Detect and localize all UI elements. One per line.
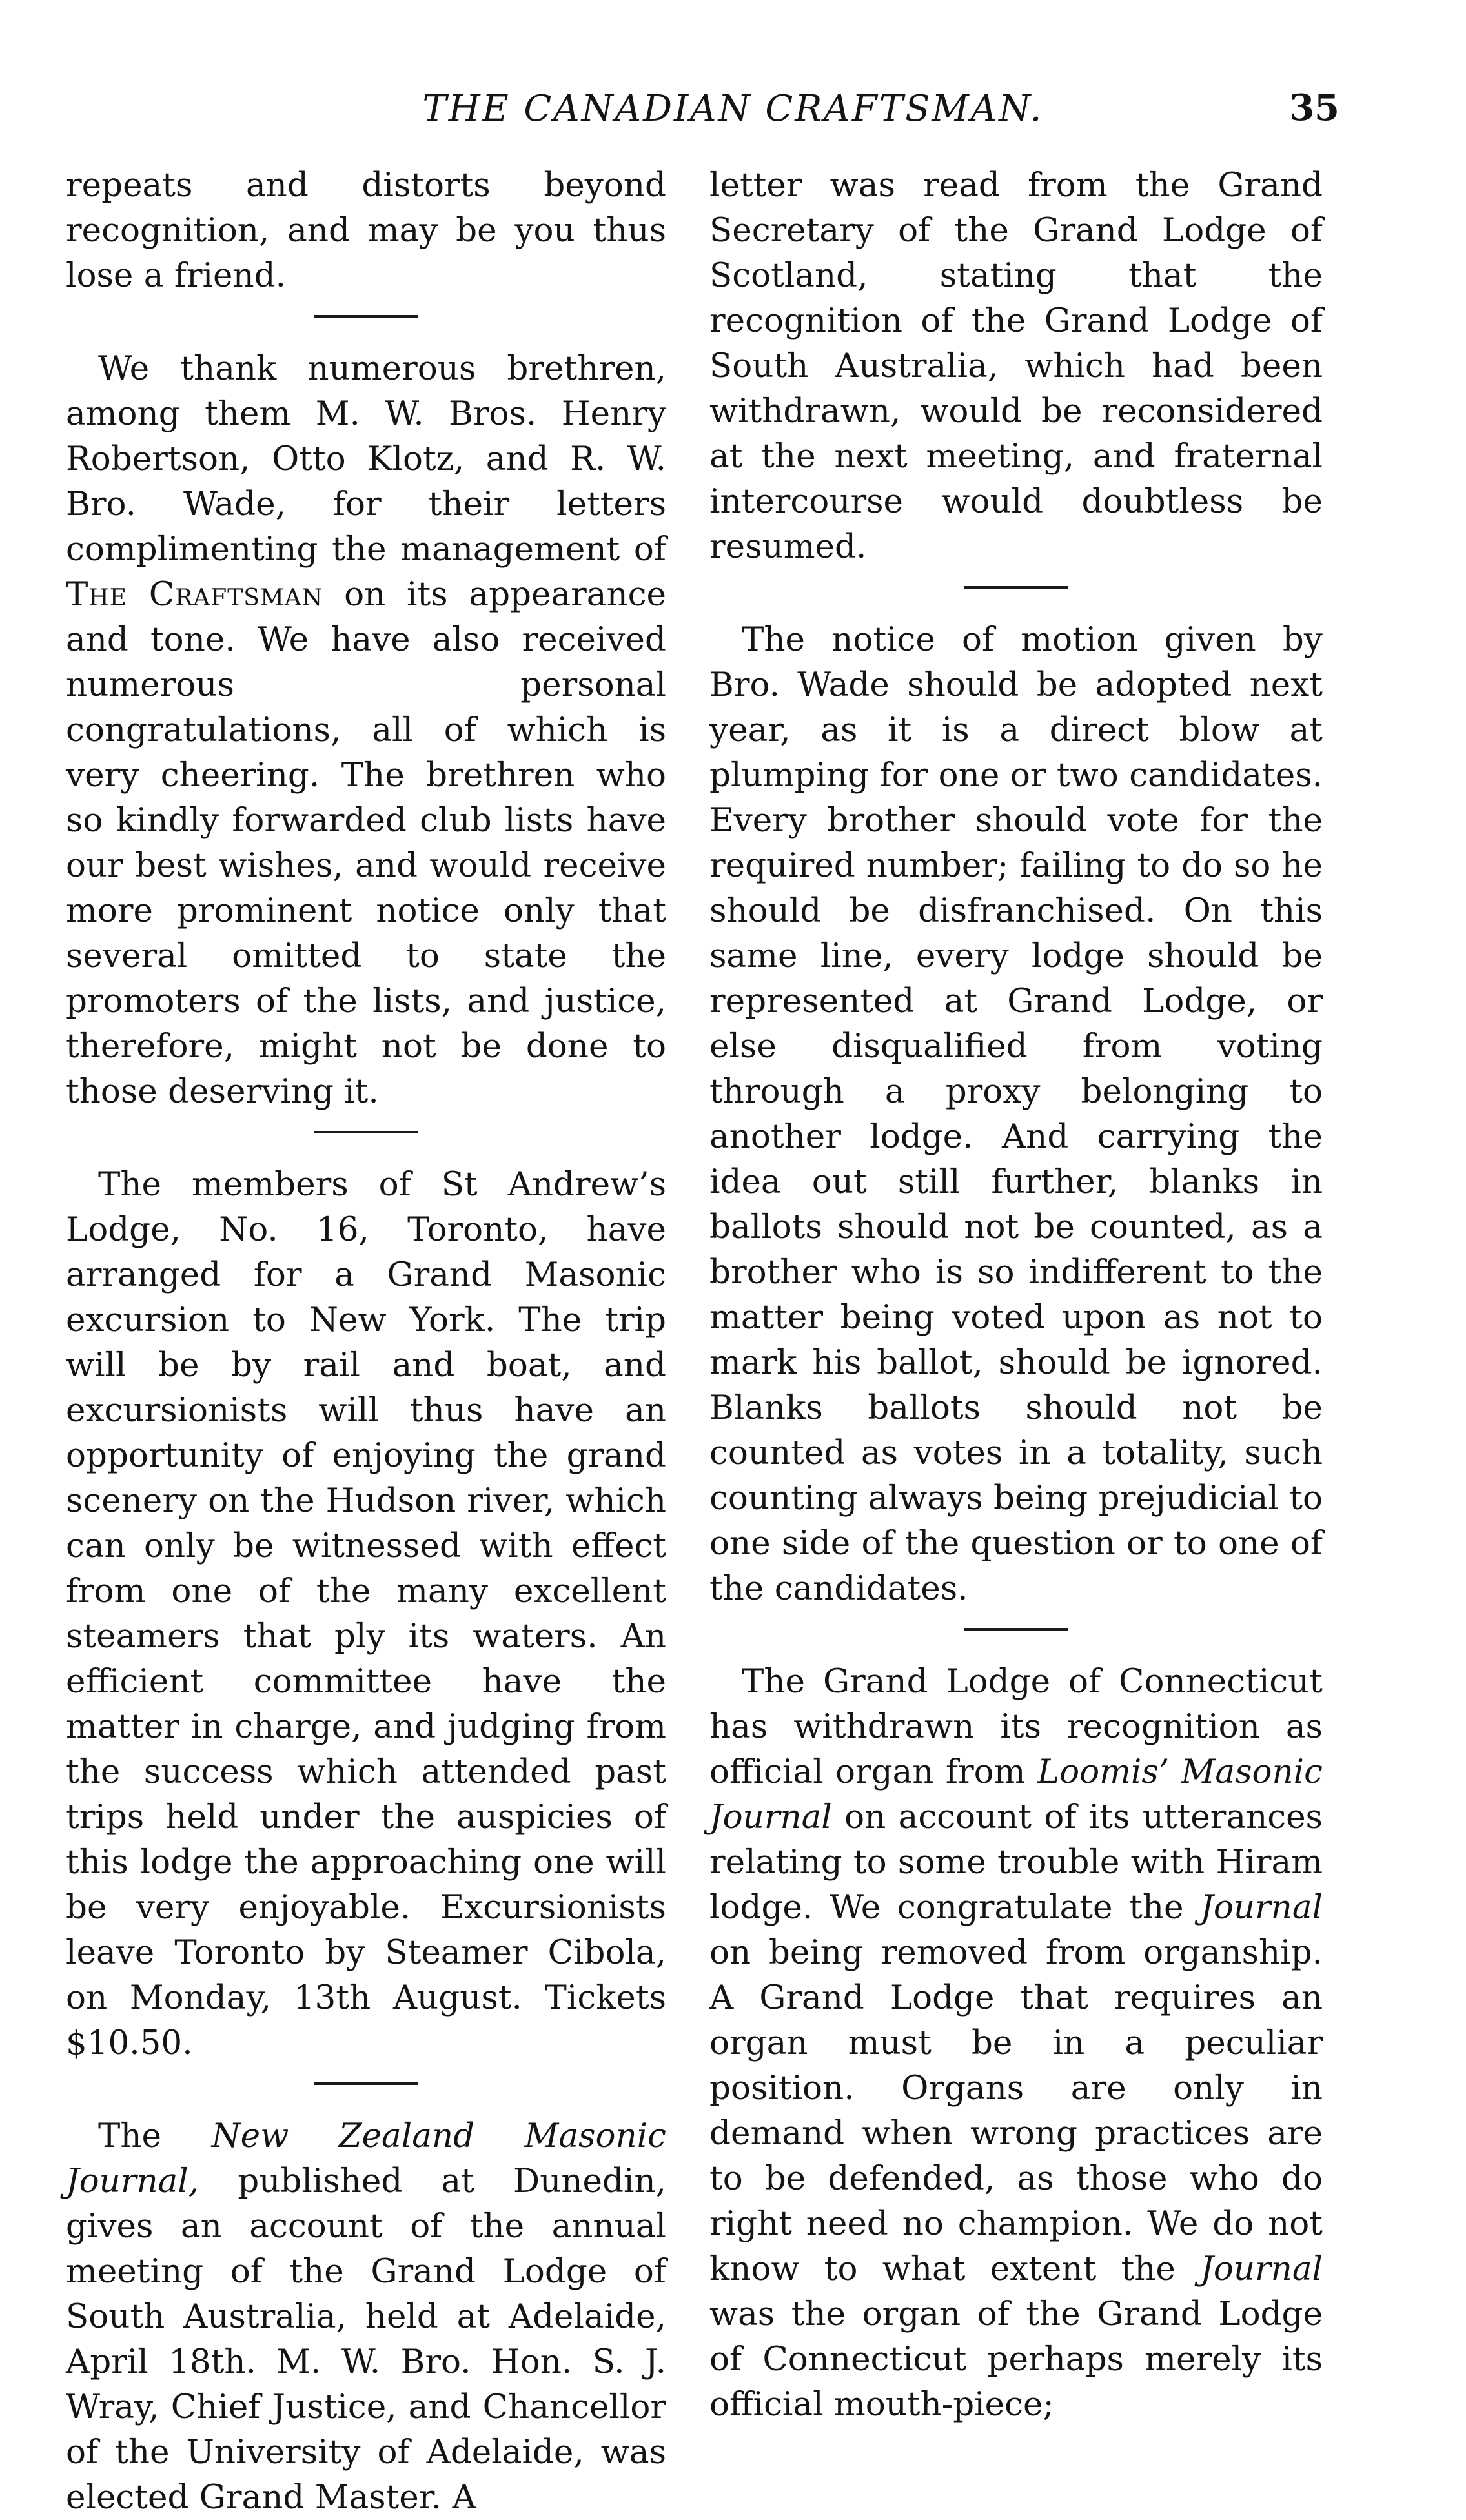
- text-run: was the organ of the Grand Lodge of Connecticut perhaps merely its official mouth-piece;: [709, 2295, 1323, 2424]
- section-divider: [964, 586, 1068, 589]
- publication-name: Loomis’ Masonic Journal: [709, 1753, 1323, 1836]
- paragraph-continued: repeats and distorts beyond recognition, and may be you thus lose a friend.: [66, 166, 666, 295]
- text-run: The: [98, 2117, 212, 2155]
- right-column: [709, 163, 1323, 2427]
- paragraph-notice-of-motion: The notice of motion given by Bro. Wade should be adopted next year, as it is a direct blow at plumping for one or two candidates. Every brother should vote for the required number; failing to do so he should be disfranchised. On this same line, every lodge should be represented at Grand Lodge, or else disqualified from voting through a proxy belonging to another lodge. And carrying the idea out still further, blanks in ballots should not be counted, as a brother who is so indifferent to the matter being voted upon as not to mark his ballot, should be ignored. Blanks ballots should not be counted as votes in a totality, such counting always being prejudicial to one side of the question or to one of the candidates.: [709, 620, 1323, 1608]
- publication-name: The Craftsman: [66, 575, 323, 614]
- publication-name: Journal: [1200, 2250, 1323, 2288]
- publication-name: New Zealand Masonic Journal,: [66, 2117, 666, 2200]
- paragraph-excursion: The members of St Andrew’s Lodge, No. 16, Toronto, have arranged for a Grand Masonic excursion to New York. The trip will be by rail and boat, and excursionists will thus have an opportunity of enjoying the grand scenery on the Hudson river, which can only be witnessed with effect from one of the many excellent steamers that ply its waters. An efficient committee have the matter in charge, and judging from the success which attended past trips held under the auspicies of this lodge the approaching one will be very enjoyable. Excursionists leave Toronto by Steamer Cibola, on Monday, 13th August. Tickets $10.50.: [66, 1165, 666, 2062]
- paragraph-continued: letter was read from the Grand Secretary of the Grand Lodge of Scotland, stating that the recognition of the Grand Lodge of South Australia, which had been withdrawn, would be reconsidered at the next meeting, and fraternal intercourse would doubtless be resumed.: [709, 166, 1323, 566]
- text-run: on account of its utterances relating to some trouble with Hiram lodge. We congratulate the: [709, 1798, 1323, 1927]
- page-number: 35: [1289, 86, 1339, 129]
- publication-name: Journal: [1200, 1888, 1323, 1927]
- left-column: [66, 163, 666, 2520]
- paragraph-thanks: [66, 346, 666, 1114]
- text-run: on being removed from organship. A Grand Lodge that requires an organ must be in a peculiar position. Organs are only in demand when wrong practices are to be defended, as those who do right need no champion. We do not know to what extent the: [709, 1933, 1323, 2288]
- paragraph-new-zealand-journal: [66, 2113, 666, 2520]
- section-divider: [314, 315, 418, 318]
- running-head: [0, 72, 1466, 130]
- section-divider: [314, 2082, 418, 2085]
- text-run: on its appearance and tone. We have also received numerous personal congratulations, all of which is very cheering. The brethren who so kindly forwarded club lists have our best wishes, and would receive more prominent notice only that several omitted to state the promoters of the lists, and justice, therefore, might not be done to those deserving it.: [66, 575, 666, 1111]
- text-run: We thank numerous brethren, among them M. W. Bros. Henry Robertson, Otto Klotz, and R. W. Bro. Wade, for their letters complimenting the management of: [66, 349, 666, 569]
- paragraph-connecticut: [709, 1659, 1323, 2427]
- text-run: published at Dunedin, gives an account of the annual meeting of the Grand Lodge of South Australia, held at Adelaide, April 18th. M. W. Bro. Hon. S. J. Wray, Chief Justice, and Chancellor of the University of Adelaide, was elected Grand Master. A: [66, 2162, 666, 2517]
- text-run: The Grand Lodge of Connecticut has withdrawn its recognition as official organ from: [709, 1662, 1323, 1791]
- journal-title: THE CANADIAN CRAFTSMAN.: [422, 88, 1044, 130]
- section-divider: [314, 1131, 418, 1133]
- section-divider: [964, 1628, 1068, 1631]
